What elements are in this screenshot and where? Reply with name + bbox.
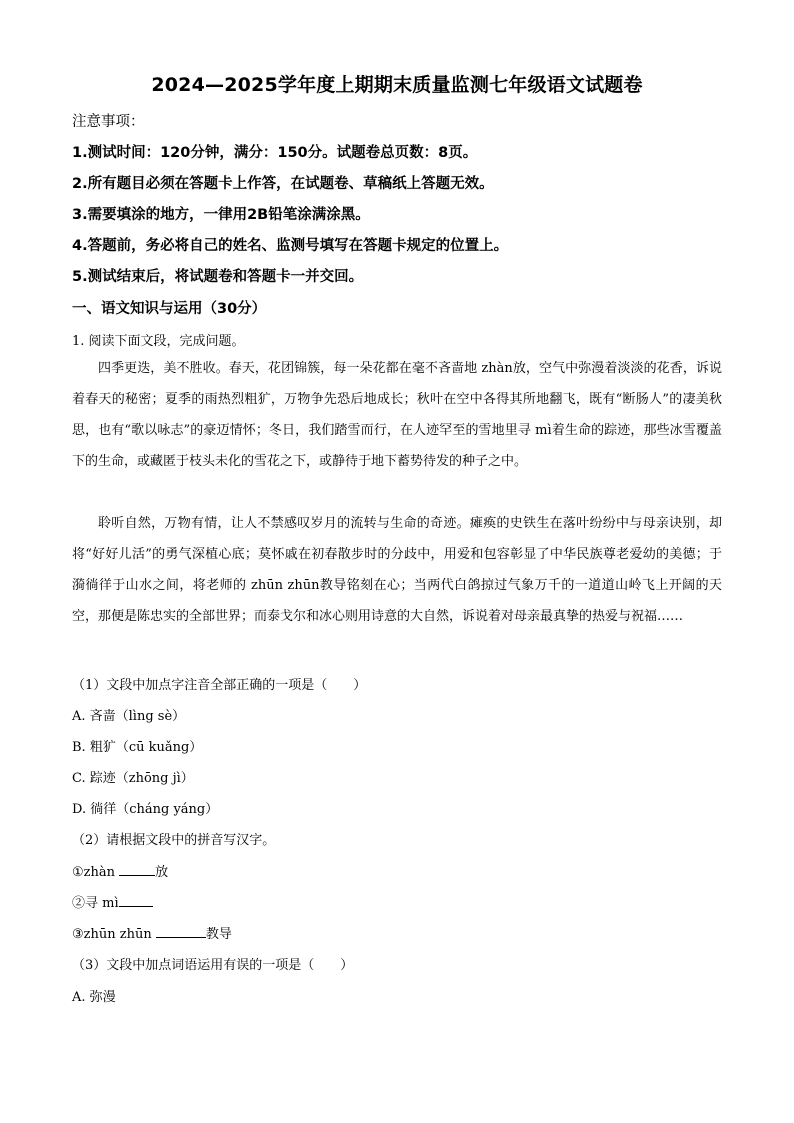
exam-title: 2024—2025学年度上期期末质量监测七年级语文试题卷 (151, 74, 643, 96)
reading-paragraph-2: 聆听自然，万物有情，让人不禁感叹岁月的流转与生命的奇迹。瘫痪的史铁生在落叶纷纷中与母亲诀别，却将“好好儿活”的勇气深植心底；莫怀戚在初春散步时的分歧中，用爱和包容彰显了中华民族尊老爱幼的美德；于漪徜徉于山水之间，将老师的 zhūn zhūn教导铭刻在心；当两代白鸽掠过气象万千的一道道山岭飞上开阔的天空，那便是陈忠实的全部世界；而泰戈尔和冰心则用诗意的大自然，诉说着对母亲最真挚的热爱与祝福…… (72, 516, 722, 624)
question-1-stem: 1. 阅读下面文段，完成问题。 (72, 334, 245, 349)
blank-prefix: ①zhàn (72, 865, 120, 880)
answer-blank[interactable] (119, 894, 153, 907)
fill-blank-item-3 (72, 923, 232, 942)
notice-item-5: 5.测试结束后，将试题卷和答题卡一并交回。 (72, 269, 364, 285)
fill-blank-item-1 (72, 861, 168, 880)
option-b: B. 粗犷（cū kuǎng） (72, 740, 203, 755)
notice-item-4: 4.答题前，务必将自己的姓名、监测号填写在答题卡规定的位置上。 (72, 238, 509, 254)
fill-blank-item-2 (72, 892, 153, 911)
blank-prefix: ③zhūn zhūn (72, 927, 156, 942)
reading-paragraph-1: 四季更迭，美不胜收。春天，花团锦簇，每一朵花都在毫不吝啬地 zhàn放，空气中弥漫着淡淡的花香，诉说着春天的秘密；夏季的雨热烈粗犷，万物争先恐后地成长；秋叶在空中各得其所地翻飞，既有“断肠人”的凄美秋思，也有“歌以咏志”的豪迈情怀；冬日，我们踏雪而行，在人迹罕至的雪地里寻 mì着生命的踪迹，那些冰雪覆盖下的生命，或藏匿于枝头未化的雪花之下，或静待于地下蓄势待发的种子之中。 (72, 361, 722, 469)
option-c: C. 踪迹（zhōng jì） (72, 771, 194, 786)
notice-heading: 注意事项： (72, 114, 145, 130)
notice-item-2: 2.所有题目必须在答题卡上作答，在试题卷、草稿纸上答题无效。 (72, 176, 494, 192)
blank-suffix: 教导 (205, 927, 232, 942)
option-a: A. 吝啬（lìng sè） (72, 709, 186, 724)
option-a: A. 弥漫 (72, 990, 116, 1005)
answer-blank[interactable] (119, 863, 155, 876)
blank-prefix: ②寻 mì (72, 896, 119, 911)
notice-item-3: 3.需要填涂的地方，一律用2B铅笔涂满涂黑。 (72, 207, 370, 223)
notice-item-1: 1.测试时间：120分钟，满分：150分。试题卷总页数：8页。 (72, 145, 478, 161)
sub-question-3-stem: （3）文段中加点词语运用有误的一项是（ ） (72, 958, 354, 973)
answer-blank[interactable] (156, 925, 206, 938)
blank-suffix: 放 (155, 865, 169, 880)
option-d: D. 徜徉（cháng yáng） (72, 802, 219, 817)
section-heading: 一、语文知识与运用（30分） (72, 301, 267, 317)
sub-question-1-stem: （1）文段中加点字注音全部正确的一项是（ ） (72, 678, 367, 693)
sub-question-2-stem: （2）请根据文段中的拼音写汉字。 (72, 833, 276, 848)
